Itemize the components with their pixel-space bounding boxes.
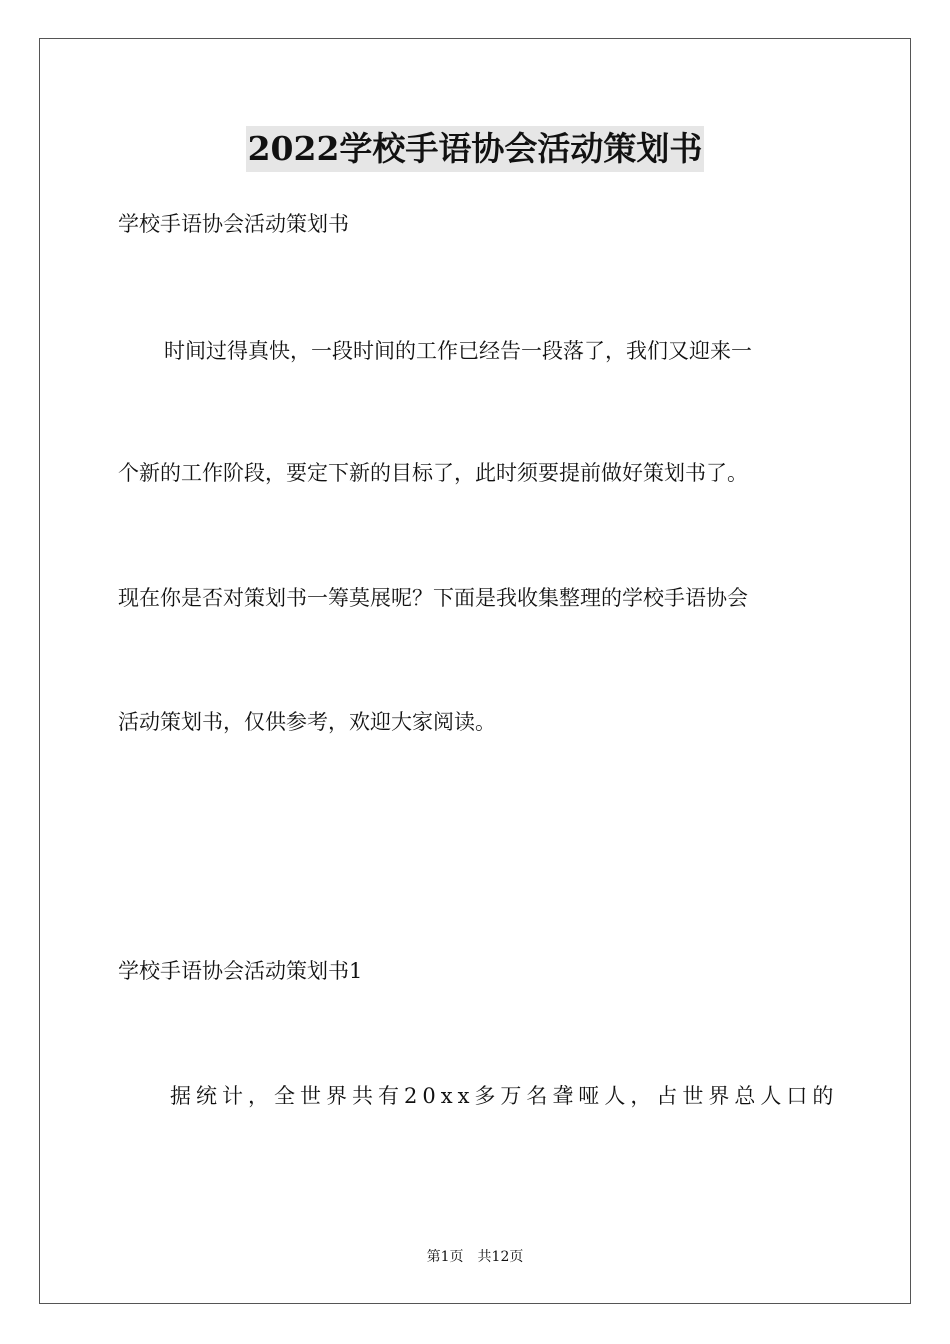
document-subtitle: 学校手语协会活动策划书 (118, 212, 349, 236)
page-number: 第1页 共12页 (426, 1249, 524, 1265)
document-title-text: 2022学校手语协会活动策划书 (246, 126, 705, 172)
intro-line-2: 个新的工作阶段，要定下新的目标了，此时须要提前做好策划书了。 (118, 461, 748, 485)
document-title (0, 126, 950, 172)
intro-line-3: 现在你是否对策划书一筹莫展呢？下面是我收集整理的学校手语协会 (118, 586, 748, 610)
section-heading: 学校手语协会活动策划书1 (118, 959, 363, 983)
intro-line-4: 活动策划书，仅供参考，欢迎大家阅读。 (118, 710, 496, 734)
section-first-line: 据统计，全世界共有20xx多万名聋哑人，占世界总人口的 (170, 1084, 839, 1108)
intro-line-1: 时间过得真快，一段时间的工作已经告一段落了，我们又迎来一 (164, 339, 752, 363)
